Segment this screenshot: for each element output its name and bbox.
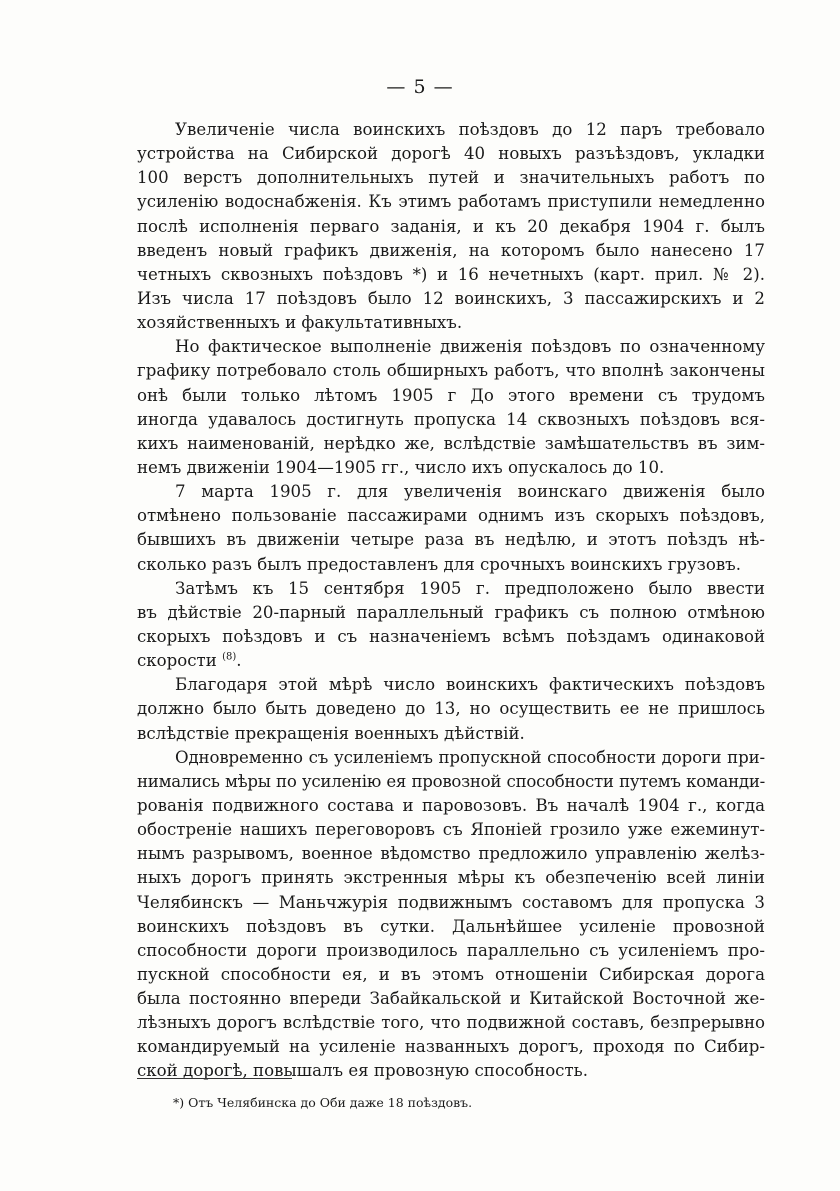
text-line: бывшихъ въ движенiи четыре раза въ недѣлю, и этотъ поѣздъ нѣ- [137, 530, 765, 550]
text-line: отмѣнено пользованiе пассажирами однимъ изъ скорыхъ поѣздовъ, [137, 506, 765, 526]
text-line: Челябинскъ — Маньчжурiя подвижнымъ составомъ для пропуска 3 [137, 892, 765, 912]
paragraph-1 [137, 118, 765, 335]
paragraph-2 [137, 335, 765, 480]
text-line: была постоянно впереди Забайкальской и Китайской Восточной же- [137, 989, 765, 1009]
text-line: обостренiе нашихъ переговоровъ съ Японiей грозило уже ежеминут- [137, 820, 765, 840]
footnote-reference: (8) [222, 651, 237, 663]
paragraph-3 [137, 480, 765, 577]
text-line: Увеличенiе числа воинскихъ поѣздовъ до 12 паръ требовало [175, 120, 765, 139]
paragraph-6 [137, 746, 765, 1084]
text-line: ныхъ дорогъ принять экстренныя мѣры къ обезпеченiю всей линiи [137, 868, 765, 888]
text-line: хозяйственныхъ и факультативныхъ. [137, 313, 463, 333]
text-line: онѣ были только лѣтомъ 1905 г До этого времени съ трудомъ [137, 385, 765, 405]
text-line: должно было быть доведено до 13, но осуществить ее не пришлось [137, 699, 765, 719]
text-line: усиленiю водоснабженiя. Къ этимъ работамъ приступили немедленно [137, 192, 765, 212]
text-line: пускной способности ея, и въ этомъ отношенiи Сибирская дорога [137, 964, 765, 984]
text-line: немъ движенiи 1904—1905 гг., число ихъ опускалось до 10. [137, 457, 665, 477]
text-line: кихъ наименованiй, нерѣдко же, вслѣдствiе замѣшательствъ въ зим- [137, 433, 765, 453]
text-line: въ дѣйствiе 20-парный параллельный графикъ съ полною отмѣною [137, 602, 765, 622]
text-line: 7 марта 1905 г. для увеличенiя воинскаго движенiя было [175, 482, 765, 502]
text-line: вслѣдствiе прекращенiя военныхъ дѣйствiй. [137, 723, 525, 743]
footnote-divider [137, 1078, 292, 1079]
text-line: нымъ разрывомъ, военное вѣдомство предложило управленiю желѣз- [137, 844, 765, 864]
paragraph-4 [137, 577, 765, 674]
footnote: *) Отъ Челябинска до Оби даже 18 поѣздовъ. [173, 1095, 473, 1110]
text-line: способности дороги производилось параллельно съ усиленiемъ про- [137, 940, 765, 960]
text-line: Но фактическое выполненiе движенiя поѣздовъ по означенному [175, 337, 765, 357]
text-line: иногда удавалось достигнуть пропуска 14 сквозныхъ поѣздовъ вся- [137, 409, 765, 429]
text-line: сколько разъ былъ предоставленъ для срочныхъ воинскихъ грузовъ. [137, 554, 742, 574]
paragraph-5 [137, 673, 765, 745]
text-line: Изъ числа 17 поѣздовъ было 12 воинскихъ, 3 пассажирскихъ и 2 [137, 288, 765, 308]
text-line: графику потребовало столь обширныхъ работъ, что вполнѣ закончены [137, 361, 765, 381]
text-line: введенъ новый графикъ движенiя, на которомъ было нанесено 17 [137, 240, 765, 260]
text-line: лѣзныхъ дорогъ вслѣдствiе того, что подвижной составъ, безпрерывно [137, 1013, 765, 1033]
text-line: рованiя подвижного состава и паровозовъ. Въ началѣ 1904 г., когда [137, 795, 765, 815]
text-line: скорыхъ поѣздовъ и съ назначенiемъ всѣмъ поѣздамъ одинаковой [137, 626, 765, 646]
text-line: послѣ исполненiя перваго заданiя, и къ 20 декабря 1904 г. былъ [137, 216, 765, 236]
body-text [137, 118, 765, 1084]
text-line: нимались мѣры по усиленiю ея провозной способности путемъ команди- [137, 771, 765, 791]
text-line: четныхъ сквозныхъ поѣздовъ *) и 16 нечетныхъ (карт. прил. № 2). [137, 264, 765, 284]
text-line: Благодаря этой мѣрѣ число воинскихъ фактическихъ поѣздовъ [175, 675, 765, 695]
text-line-with-note [137, 649, 765, 673]
text-fragment: . [236, 651, 242, 671]
text-line: командируемый на усиленiе названныхъ дорогъ, проходя по Сибир- [137, 1037, 765, 1057]
text-line: Одновременно съ усиленiемъ пропускной способности дороги при- [175, 747, 765, 767]
text-line: воинскихъ поѣздовъ въ сутки. Дальнѣйшее усиленiе провозной [137, 916, 765, 936]
text-line: 100 верстъ дополнительныхъ путей и значительныхъ работъ по [137, 168, 765, 188]
text-line: ской дорогѣ, повышалъ ея провозную способность. [137, 1061, 588, 1081]
text-line: Затѣмъ къ 15 сентября 1905 г. предположено было ввести [175, 578, 765, 598]
text-fragment: скорости [137, 651, 217, 671]
text-line: устройства на Сибирской дорогѣ 40 новыхъ разъѣздовъ, укладки [137, 144, 765, 164]
page-number: — 5 — [386, 76, 454, 98]
